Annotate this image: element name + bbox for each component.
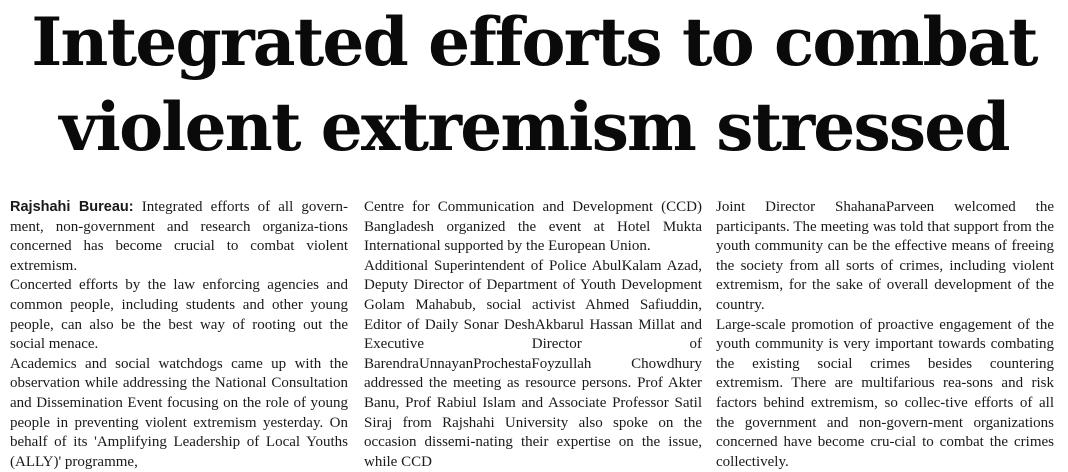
paragraph-text: Integrated efforts of all govern-ment, non-government and research organiza-tions concerned has become crucial to combat violent extremism. xyxy=(10,199,349,274)
article-column-2 xyxy=(364,198,702,472)
headline xyxy=(14,0,1054,170)
article-column-3 xyxy=(716,198,1054,472)
headline-line-1: Integrated efforts to combat xyxy=(31,3,1037,81)
headline-line-2: violent extremism stressed xyxy=(59,88,1009,166)
paragraph: Additional Superintendent of Police AbulKalam Azad, Deputy Director of Department of Youth Development Golam Mahabub, social activist Ahmed Safiuddin, Editor of Daily Sonar DeshAkbarul Hassan Millat and Executive Director of BarendraUnnayanProchestaFoyzullah Chowdhury addressed the meeting as resource persons. Prof Akter Banu, Prof Rabiul Islam and Associate Professor Satil Siraj from Rajshahi University also spoke on the occasion dissemi-nating their expertise on the issue, while CCD xyxy=(364,257,702,470)
paragraph: Joint Director ShahanaParveen welcomed the participants. The meeting was told that support from the youth community can be the effective means of freeing the society from all sorts of crimes, including violent extremism, for the sake of overall development of the country. xyxy=(716,199,1054,313)
paragraph xyxy=(10,198,348,276)
paragraph: Concerted efforts by the law enforcing agencies and common people, including students and other young people, can also be the best way of rooting out the social menace. xyxy=(10,277,348,353)
paragraph: Centre for Communication and Development (CCD) Bangladesh organized the event at Hotel Mukta International supported by the European Union. xyxy=(364,199,702,255)
article-column-1 xyxy=(10,198,348,472)
byline: Rajshahi Bureau: xyxy=(10,199,134,215)
paragraph: Academics and social watchdogs came up with the observation while addressing the National Consultation and Dissemination Event focusing on the role of young people in preventing violent extremism yesterday. On behalf of its 'Amplifying Leadership of Local Youths (ALLY)' programme, xyxy=(10,355,348,470)
paragraph: Large-scale promotion of proactive engagement of the youth community is very important towards combating the existing social crimes besides countering extremism. There are multifarious rea-sons and risk factors behind extremism, so collec-tive efforts of all the government and non-govern-ment organizations concerned have become cru-cial to combat the crimes collectively. xyxy=(716,316,1054,470)
